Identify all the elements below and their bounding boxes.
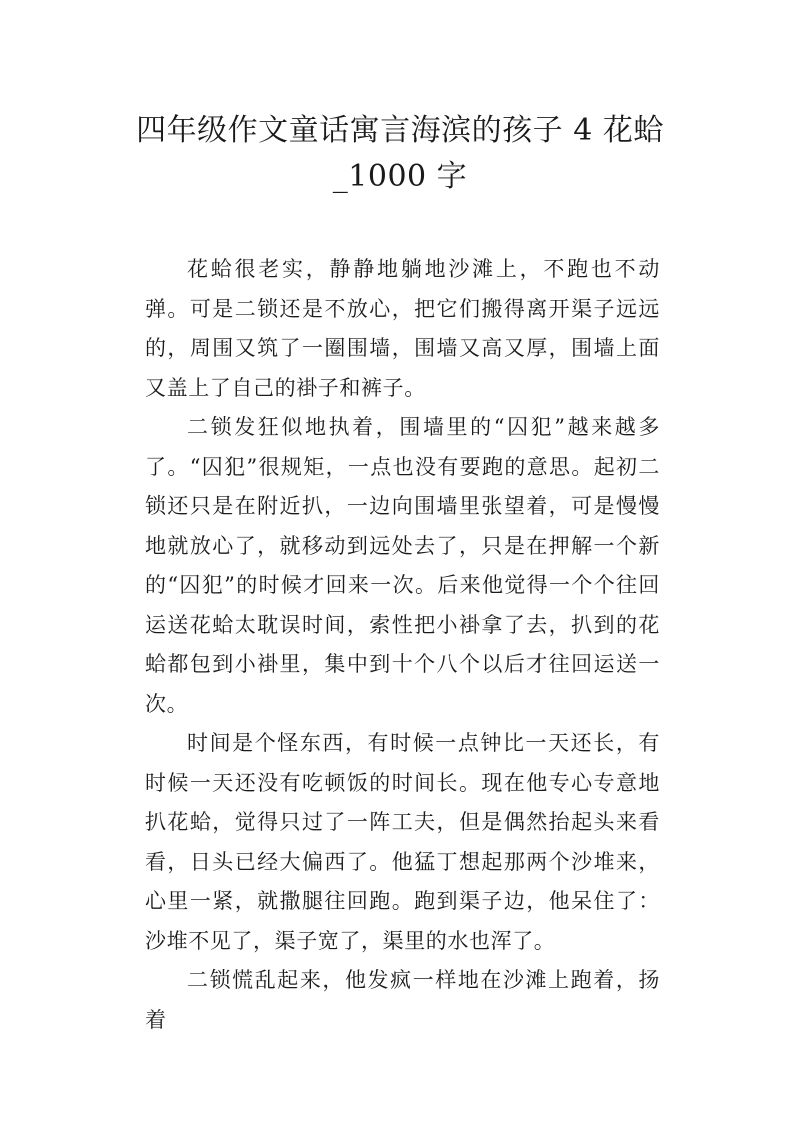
title-line-1: 四年级作文童话寓言海滨的孩子 4 花蛤	[136, 113, 664, 148]
paragraph-4: 二锁慌乱起来，他发疯一样地在沙滩上跑着，扬着	[145, 968, 660, 1032]
paragraph-2: 二锁发狂似地执着，围墙里的“囚犯”越来越多了。“囚犯”很规矩，一点也没有要跑的意思。起初二锁还只是在附近扒，一边向围墙里张望着，可是慢慢地就放心了，就移动到远处去了，只是在押解一个新的“囚犯”的时候才回来一次。后来他觉得一个个往回运送花蛤太耽误时间，索性把小褂拿了去，扒到的花蛤都包到小褂里，集中到十个八个以后才往回运送一次。	[145, 415, 660, 716]
title-line-2: _1000 字	[332, 159, 468, 194]
paragraph-1: 花蛤很老实，静静地躺地沙滩上，不跑也不动弹。可是二锁还是不放心，把它们搬得离开渠子远远的，周围又筑了一圈围墙，围墙又高又厚，围墙上面又盖上了自己的褂子和裤子。	[145, 257, 660, 400]
document-title	[110, 108, 690, 200]
document-body	[145, 250, 660, 1040]
paragraph-3: 时间是个怪东西，有时候一点钟比一天还长，有时候一天还没有吃顿饭的时间长。现在他专心专意地扒花蛤，觉得只过了一阵工夫，但是偶然抬起头来看看，日头已经大偏西了。他猛丁想起那两个沙堆来，心里一紧，就撒腿往回跑。跑到渠子边，他呆住了：沙堆不见了，渠子宽了，渠里的水也浑了。	[145, 731, 660, 953]
